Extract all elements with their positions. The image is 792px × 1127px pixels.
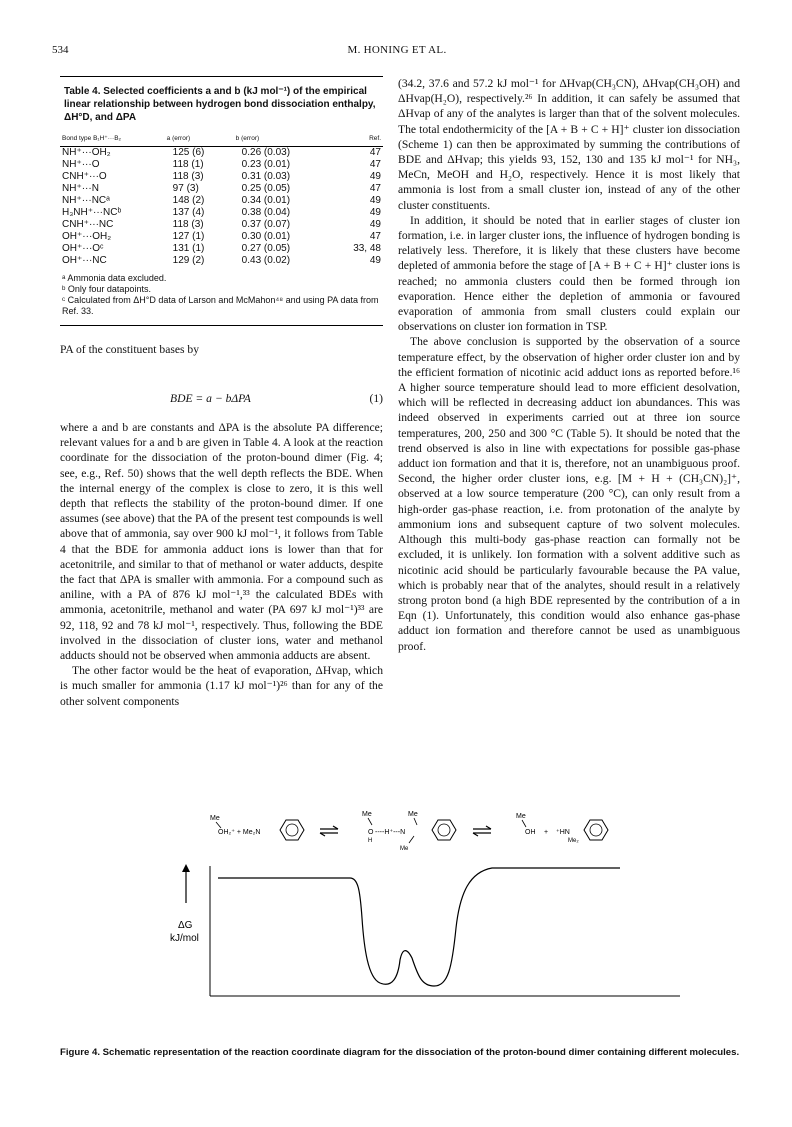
cell-a: 137 (4): [172, 207, 205, 218]
figure-caption: [60, 1047, 740, 1059]
table-row: [60, 159, 383, 171]
cell-bond: NH⁺···OH₂: [62, 147, 111, 158]
hydroxyl-label: OH: [525, 829, 536, 836]
cell-a: 148 (2): [172, 195, 205, 206]
table-row: [60, 243, 383, 255]
bond-line: [522, 820, 526, 827]
cell-b: 0.26 (0.03): [241, 147, 291, 158]
proton-bond-label: ----H⁺---N: [375, 829, 406, 836]
bond-line: [216, 822, 221, 828]
page-number: 534: [52, 44, 69, 56]
cell-bond: OH⁺···NC: [62, 255, 107, 266]
equilibrium-arrow-icon: [320, 826, 338, 836]
bond-line: [414, 818, 417, 825]
left-column-body: [60, 420, 383, 709]
energy-curve: [218, 868, 620, 986]
paragraph: In addition, it should be noted that in earlier stages of cluster ion formation, i.e. in larger cluster ions, the influence of hydrogen bonding is relatively less. Therefore, it is likely that these clusters have become depleted of ammonia before the stage of [A + B + C + H]⁺ cluster ions is reached; no ammonia clusters could then be formed through ion evaporation. Hence either the depletion of ammonia or favoured evaporation of ammonia from small clusters could explain our observations on cluster ion formation in TSP.: [398, 213, 740, 334]
footnote: ᶜ Calculated from ΔH°D data of Larson and McMahon⁴⁸ and using PA data from Ref. 33.: [62, 295, 379, 316]
header-a: a (error): [165, 132, 234, 147]
equilibrium-arrow-icon: [473, 826, 491, 836]
y-axis-unit: kJ/mol: [170, 933, 199, 944]
cell-bond: H₃NH⁺···NCᵇ: [62, 207, 122, 218]
cell-bond: NH⁺···NCᵃ: [62, 195, 110, 206]
table-row: [60, 207, 383, 219]
header-ref: Ref.: [330, 132, 383, 147]
left-column-intro: [60, 342, 383, 357]
cell-ref: 47: [369, 231, 381, 242]
cell-b: 0.34 (0.01): [241, 195, 291, 206]
methyl-label: Me: [362, 811, 372, 818]
benzene-ring-icon: [280, 820, 304, 840]
methyl-label: Me: [400, 846, 409, 852]
cell-b: 0.38 (0.04): [241, 207, 291, 218]
cell-b: 0.31 (0.03): [241, 171, 291, 182]
figure-caption-text: Schematic representation of the reaction coordinate diagram for the dissociation of the proton-bound dimer containing different molecules.: [102, 1047, 740, 1058]
y-axis-label: ΔG: [178, 920, 193, 931]
figure-caption-label: Figure 4.: [60, 1047, 100, 1058]
cell-bond: CNH⁺···NC: [62, 219, 114, 230]
cell-ref: 49: [369, 255, 381, 266]
cell-ref: 49: [369, 195, 381, 206]
benzene-ring-icon: [432, 820, 456, 840]
reaction-coordinate-diagram: [60, 808, 742, 1038]
plus-label: +: [544, 829, 549, 836]
ammonium-label: ⁺HN: [556, 829, 570, 836]
table-footnotes: [60, 267, 383, 325]
table-row: [60, 147, 383, 160]
methyl-label: Me: [210, 815, 220, 822]
table-row: [60, 171, 383, 183]
cell-a: 127 (1): [172, 231, 205, 242]
bond-line: [368, 818, 372, 825]
equation-intro: PA of the constituent bases by: [60, 343, 200, 356]
equation-expression: BDE = a − bΔPA: [170, 392, 251, 405]
footnote: ᵇ Only four datapoints.: [62, 284, 151, 294]
coefficients-table: [60, 132, 383, 267]
table-row: [60, 195, 383, 207]
page-header: [52, 44, 742, 64]
table-row: [60, 219, 383, 231]
species-left-text: OH₂⁺ + Me₂N: [218, 829, 261, 836]
cell-ref: 49: [369, 207, 381, 218]
table-row: [60, 231, 383, 243]
hydrogen-label: H: [368, 838, 373, 844]
cell-ref: 47: [369, 147, 381, 158]
cell-a: 129 (2): [172, 255, 205, 266]
methyl-label: Me: [408, 811, 418, 818]
cell-ref: 47: [369, 183, 381, 194]
y-axis-arrow-icon: [182, 864, 190, 903]
cell-bond: OH⁺···OH₂: [62, 231, 112, 242]
bond-line: [409, 836, 414, 843]
cell-bond: NH⁺···N: [62, 183, 99, 194]
cell-a: 131 (1): [172, 243, 205, 254]
cell-b: 0.25 (0.05): [241, 183, 291, 194]
equation-number: (1): [369, 392, 383, 405]
header-bond-type: Bond type B₁H⁺···B₂: [60, 132, 165, 147]
cell-ref: 47: [369, 159, 381, 170]
cell-ref: 49: [369, 171, 381, 182]
figure-4: [60, 808, 742, 1038]
table-row: [60, 183, 383, 195]
cell-b: 0.23 (0.01): [241, 159, 291, 170]
header-b: b (error): [234, 132, 331, 147]
cell-a: 118 (3): [172, 219, 204, 230]
paragraph: The above conclusion is supported by the observation of a source temperature effect, by the observation of higher order cluster ion and by the efficient formation of nicotinic acid adduct ions as reported before.¹⁶ A higher source temperature should lead to more efficient desolvation, which will be reflected in decreasing adduct ion abundances. This was indeed observed in experiments carried out at three ion source temperatures, 200, 250 and 300 °C (Table 5). It should be noted that the trend observed is also in line with expectations for possible gas-phase adduct ion formation and that it is, therefore, not an unambiguous proof. Second, the higher order cluster ions, e.g. [M + H + (CH₃CN)₂]⁺, observed at a low source temperature (200 °C), can only result from a high-order gas-phase reaction, i.e. from protonation of the analyte by ammonium ions and subsequent capture of two solvent molecules. Although this multi-body gas-phase reaction can formally not be excluded, it is unlikely. Ion formation with a solvent additive such as nicotinic acid should be particularly favourable because the PA value, which is probably near that of the analytes, should result in a relatively strong proton bond (a high BDE represented by the contribution of a in Eqn (1). Unfortunately, this condition would also enhance gas-phase adduct ion formation and therefore cannot be used as unambiguous proof.: [398, 335, 740, 653]
cell-b: 0.27 (0.05): [241, 243, 291, 254]
cell-bond: OH⁺···Oᶜ: [62, 243, 104, 254]
cell-a: 97 (3): [172, 183, 199, 194]
paragraph: where a and b are constants and ΔPA is the absolute PA difference; relevant values for a and b are given in Table 4. A look at the reaction coordinate for the dissociation of the proton-bound dimer (Fig. 4; see, e.g., Ref. 50) shows that the well depth reflects the BDE. When the internal energy of the complex is close to zero, it is this well depth that reflects the stability of the proton-bound dimer. If one assumes (see above) that the PA of the present test compounds is well above that of ammonia, say over 900 kJ mol⁻¹, it follows from Table 4 that the BDE for ammonia adduct ions is lower than that for acetonitrile, and similar to that of methanol or water adducts, despite the fact that ΔPA is smaller with ammonia. For a compound such as aniline, with a PA of 876 kJ mol⁻¹,³³ the calculated BDEs with ammonia, acetonitrile, methanol and water (PA 697 kJ mol⁻¹)³³ are 92, 118, 92 and 78 kJ mol⁻¹, respectively. Thus, following the BDE involved in the dissociation of cluster ions, water and methanol adducts should not be observed when ammonia adducts are absent.: [60, 421, 383, 663]
oxygen-label: O: [368, 829, 374, 836]
cell-b: 0.43 (0.02): [241, 255, 291, 266]
table-caption: Table 4. Selected coefficients a and b (kJ mol⁻¹) of the empirical linear relationship between hydrogen bond dissociation enthalpy, ΔH°D, and ΔPA: [64, 86, 376, 123]
running-title: M. HONING ET AL.: [347, 44, 447, 56]
paragraph: The other factor would be the heat of evaporation, ΔHvap, which is much smaller for ammonia (1.17 kJ mol⁻¹)²⁶ than for any of the other solvent components: [60, 664, 383, 708]
cell-b: 0.37 (0.07): [241, 219, 291, 230]
cell-ref: 49: [369, 219, 381, 230]
methyl-label: Me: [516, 813, 526, 820]
dimethyl-label: Me₂: [568, 838, 579, 844]
table-header-row: [60, 132, 383, 147]
cell-bond: NH⁺···O: [62, 159, 100, 170]
cell-b: 0.30 (0.01): [241, 231, 291, 242]
footnote: ᵃ Ammonia data excluded.: [62, 273, 167, 283]
cell-a: 125 (6): [172, 147, 205, 158]
benzene-ring-icon: [584, 820, 608, 840]
table-row: [60, 255, 383, 267]
cell-ref: 33, 48: [353, 243, 381, 254]
table-4: [60, 76, 383, 326]
cell-a: 118 (3): [172, 171, 204, 182]
cell-bond: CNH⁺···O: [62, 171, 107, 182]
paragraph: (34.2, 37.6 and 57.2 kJ mol⁻¹ for ΔHvap(CH₃CN), ΔHvap(CH₃OH) and ΔHvap(H₂O), respectively.²⁶ In addition, it can safely be assumed that ΔHvap of any of the analytes is larger than that of the solvent molecules. The total endothermicity of the [A + B + C + H]⁺ cluster ion dissociation (Scheme 1) can then be approximated by summing the contributions of BDE and ΔHvap; this yields 93, 152, 130 and 135 kJ mol⁻¹ for NH₃, MeCn, MeOH and H₂O, respectively. Hence it is most likely that ammonia is lost from a small cluster ion, instead of any of the other cluster constituents.: [398, 77, 740, 212]
cell-a: 118 (1): [172, 159, 204, 170]
right-column: [398, 76, 740, 654]
